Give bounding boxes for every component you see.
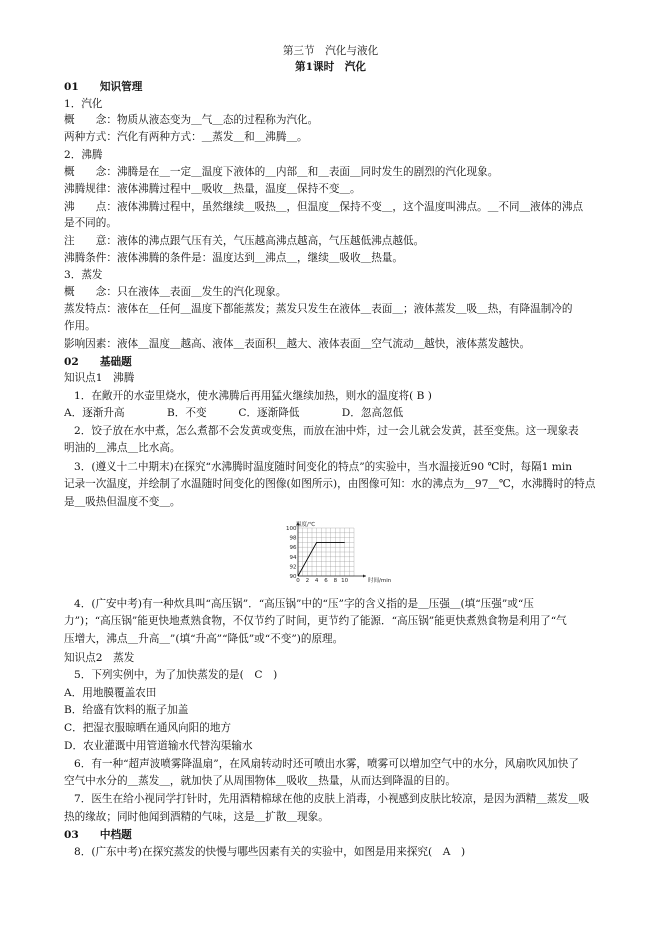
question-8: 8．(广东中考)在探究蒸发的快慢与哪些因素有关的实验中，如图是用来探究( A ): [74, 846, 466, 858]
text-line: 影响因素：液体＿温度＿越高、液体＿表面积＿越大、液体表面＿空气流动＿越快，液体蒸发越快。: [64, 338, 531, 350]
x-tick-label: 4: [314, 578, 319, 584]
question-2: 2．饺子放在水中煮，怎么煮都不会发黄或变焦，而放在油中炸，过一会儿就会发黄，甚至变焦。这一现象表: [74, 425, 579, 437]
y-tick-label: 96: [289, 545, 297, 552]
x-tick-label: 2: [305, 578, 310, 584]
part-heading: 02 基础题: [64, 356, 132, 368]
choice-c: C．把湿衣服晾晒在通风向阳的地方: [64, 722, 232, 734]
y-tick-label: 100: [286, 526, 297, 532]
text-line: 是＿吸热但温度不变＿。: [64, 496, 181, 508]
topic-heading: 2．沸腾: [64, 149, 103, 161]
y-tick-label: 98: [289, 535, 297, 542]
part-heading: 01 知识管理: [64, 81, 143, 93]
text-line: 概 念：沸腾是在＿一定＿温度下液体的＿内部＿和＿表面＿同时发生的剧烈的汽化现象。: [64, 166, 499, 178]
y-axis-label: 温度/℃: [296, 522, 316, 528]
question-4: 4．(广安中考)有一种炊具叫“高压锅”．“高压锅”中的“压”字的含义指的是＿压强＿(填“压强”或“压: [74, 598, 534, 610]
text-line: 力”)；“高压锅”能更快地煮熟食物，不仅节约了时间，更节约了能源．“高压锅”能更快煮熟食物是利用了“气: [64, 615, 567, 627]
text-line: 热的缘故；同时他闻到酒精的气味，这是＿扩散＿现象。: [64, 811, 329, 823]
y-tick-label: 94: [289, 554, 297, 561]
text-line: 记录一次温度，并绘制了水温随时间变化的图像(如图所示)，由图像可知：水的沸点为＿97＿℃，水沸腾时的特点: [64, 478, 596, 490]
question-1: 1．在敞开的水壶里烧水，使水沸腾后再用猛火继续加热，则水的温度将( B ): [74, 390, 432, 402]
temperature-time-chart: [278, 518, 400, 586]
choice-d: D．农业灌溉中用管道输水代替沟渠输水: [64, 740, 253, 752]
part-heading: 03 中档题: [64, 829, 132, 841]
x-axis-label: 时间/min: [368, 578, 392, 584]
text-line: 沸腾条件：液体沸腾的条件是：温度达到＿沸点＿，继续＿吸收＿热量。: [64, 252, 403, 264]
choice-b: B．给盛有饮料的瓶子加盖: [64, 704, 189, 716]
y-tick-label: 92: [289, 564, 297, 571]
topic-heading: 1．汽化: [64, 98, 103, 110]
knowledge-point: 知识点1 沸腾: [64, 372, 135, 384]
chart-grid: [298, 528, 354, 576]
x-tick-label: 6: [324, 578, 328, 584]
text-line: 概 念：物质从液态变为＿气＿态的过程称为汽化。: [64, 114, 319, 126]
choice-line: A．逐渐升高 B．不变 C．逐渐降低 D．忽高忽低: [64, 407, 404, 419]
text-line: 概 念：只在液体＿表面＿发生的汽化现象。: [64, 286, 287, 298]
section-title: 第三节 汽化与液化: [282, 45, 379, 57]
text-line: 沸 点：液体沸腾过程中，虽然继续＿吸热＿，但温度＿保持不变＿，这个温度叫沸点。＿不同＿液体的沸点: [64, 201, 584, 213]
text-line: 压增大，沸点＿升高＿”(填“升高”“降低”或“不变”)的原理。: [64, 633, 344, 645]
chart-axes: [297, 522, 367, 578]
question-3: 3．(遵义十二中期末)在探究“水沸腾时温度随时间变化的特点”的实验中，当水温接近90 ℃时，每隔1 min: [74, 461, 573, 473]
lesson-subtitle: 第1课时 汽化: [295, 61, 366, 73]
question-6: 6．有一种“超声波喷雾降温扇”，在风扇转动时还可喷出水雾，喷雾可以增加空气中的水分，风扇吹风加快了: [74, 758, 579, 770]
chart-tick-labels: [286, 526, 349, 584]
text-line: 作用。: [64, 320, 96, 332]
y-tick-label: 90: [289, 574, 297, 580]
x-tick-label: 0: [296, 578, 300, 584]
text-line: 是不同的。: [64, 217, 117, 229]
text-line: 明油的＿沸点＿比水高。: [64, 442, 181, 454]
choice-a: A．用地膜覆盖农田: [64, 687, 157, 699]
question-7: 7．医生在给小视同学打针时，先用酒精棉球在他的皮肤上消毒，小视感到皮肤比较凉，是因为酒精＿蒸发＿吸: [74, 793, 590, 805]
x-tick-label: 10: [341, 578, 349, 584]
text-line: 蒸发特点：液体在＿任何＿温度下都能蒸发；蒸发只发生在液体＿表面＿；液体蒸发＿吸＿热，有降温制冷的: [64, 303, 573, 315]
text-line: 沸腾规律：液体沸腾过程中＿吸收＿热量，温度＿保持不变＿。: [64, 183, 361, 195]
text-line: 空气中水分的＿蒸发＿，就加快了从周围物体＿吸收＿热量，从而达到降温的目的。: [64, 775, 456, 787]
question-5: 5．下列实例中，为了加快蒸发的是( C ): [74, 669, 278, 681]
x-tick-label: 8: [333, 578, 338, 584]
text-line: 两种方式：汽化有两种方式：＿蒸发＿和＿沸腾＿。: [64, 131, 308, 143]
knowledge-point: 知识点2 蒸发: [64, 652, 135, 664]
x-axis-arrow: [363, 575, 366, 578]
text-line: 注 意：液体的沸点跟气压有关，气压越高沸点越高，气压越低沸点越低。: [64, 235, 425, 247]
topic-heading: 3．蒸发: [64, 269, 103, 281]
